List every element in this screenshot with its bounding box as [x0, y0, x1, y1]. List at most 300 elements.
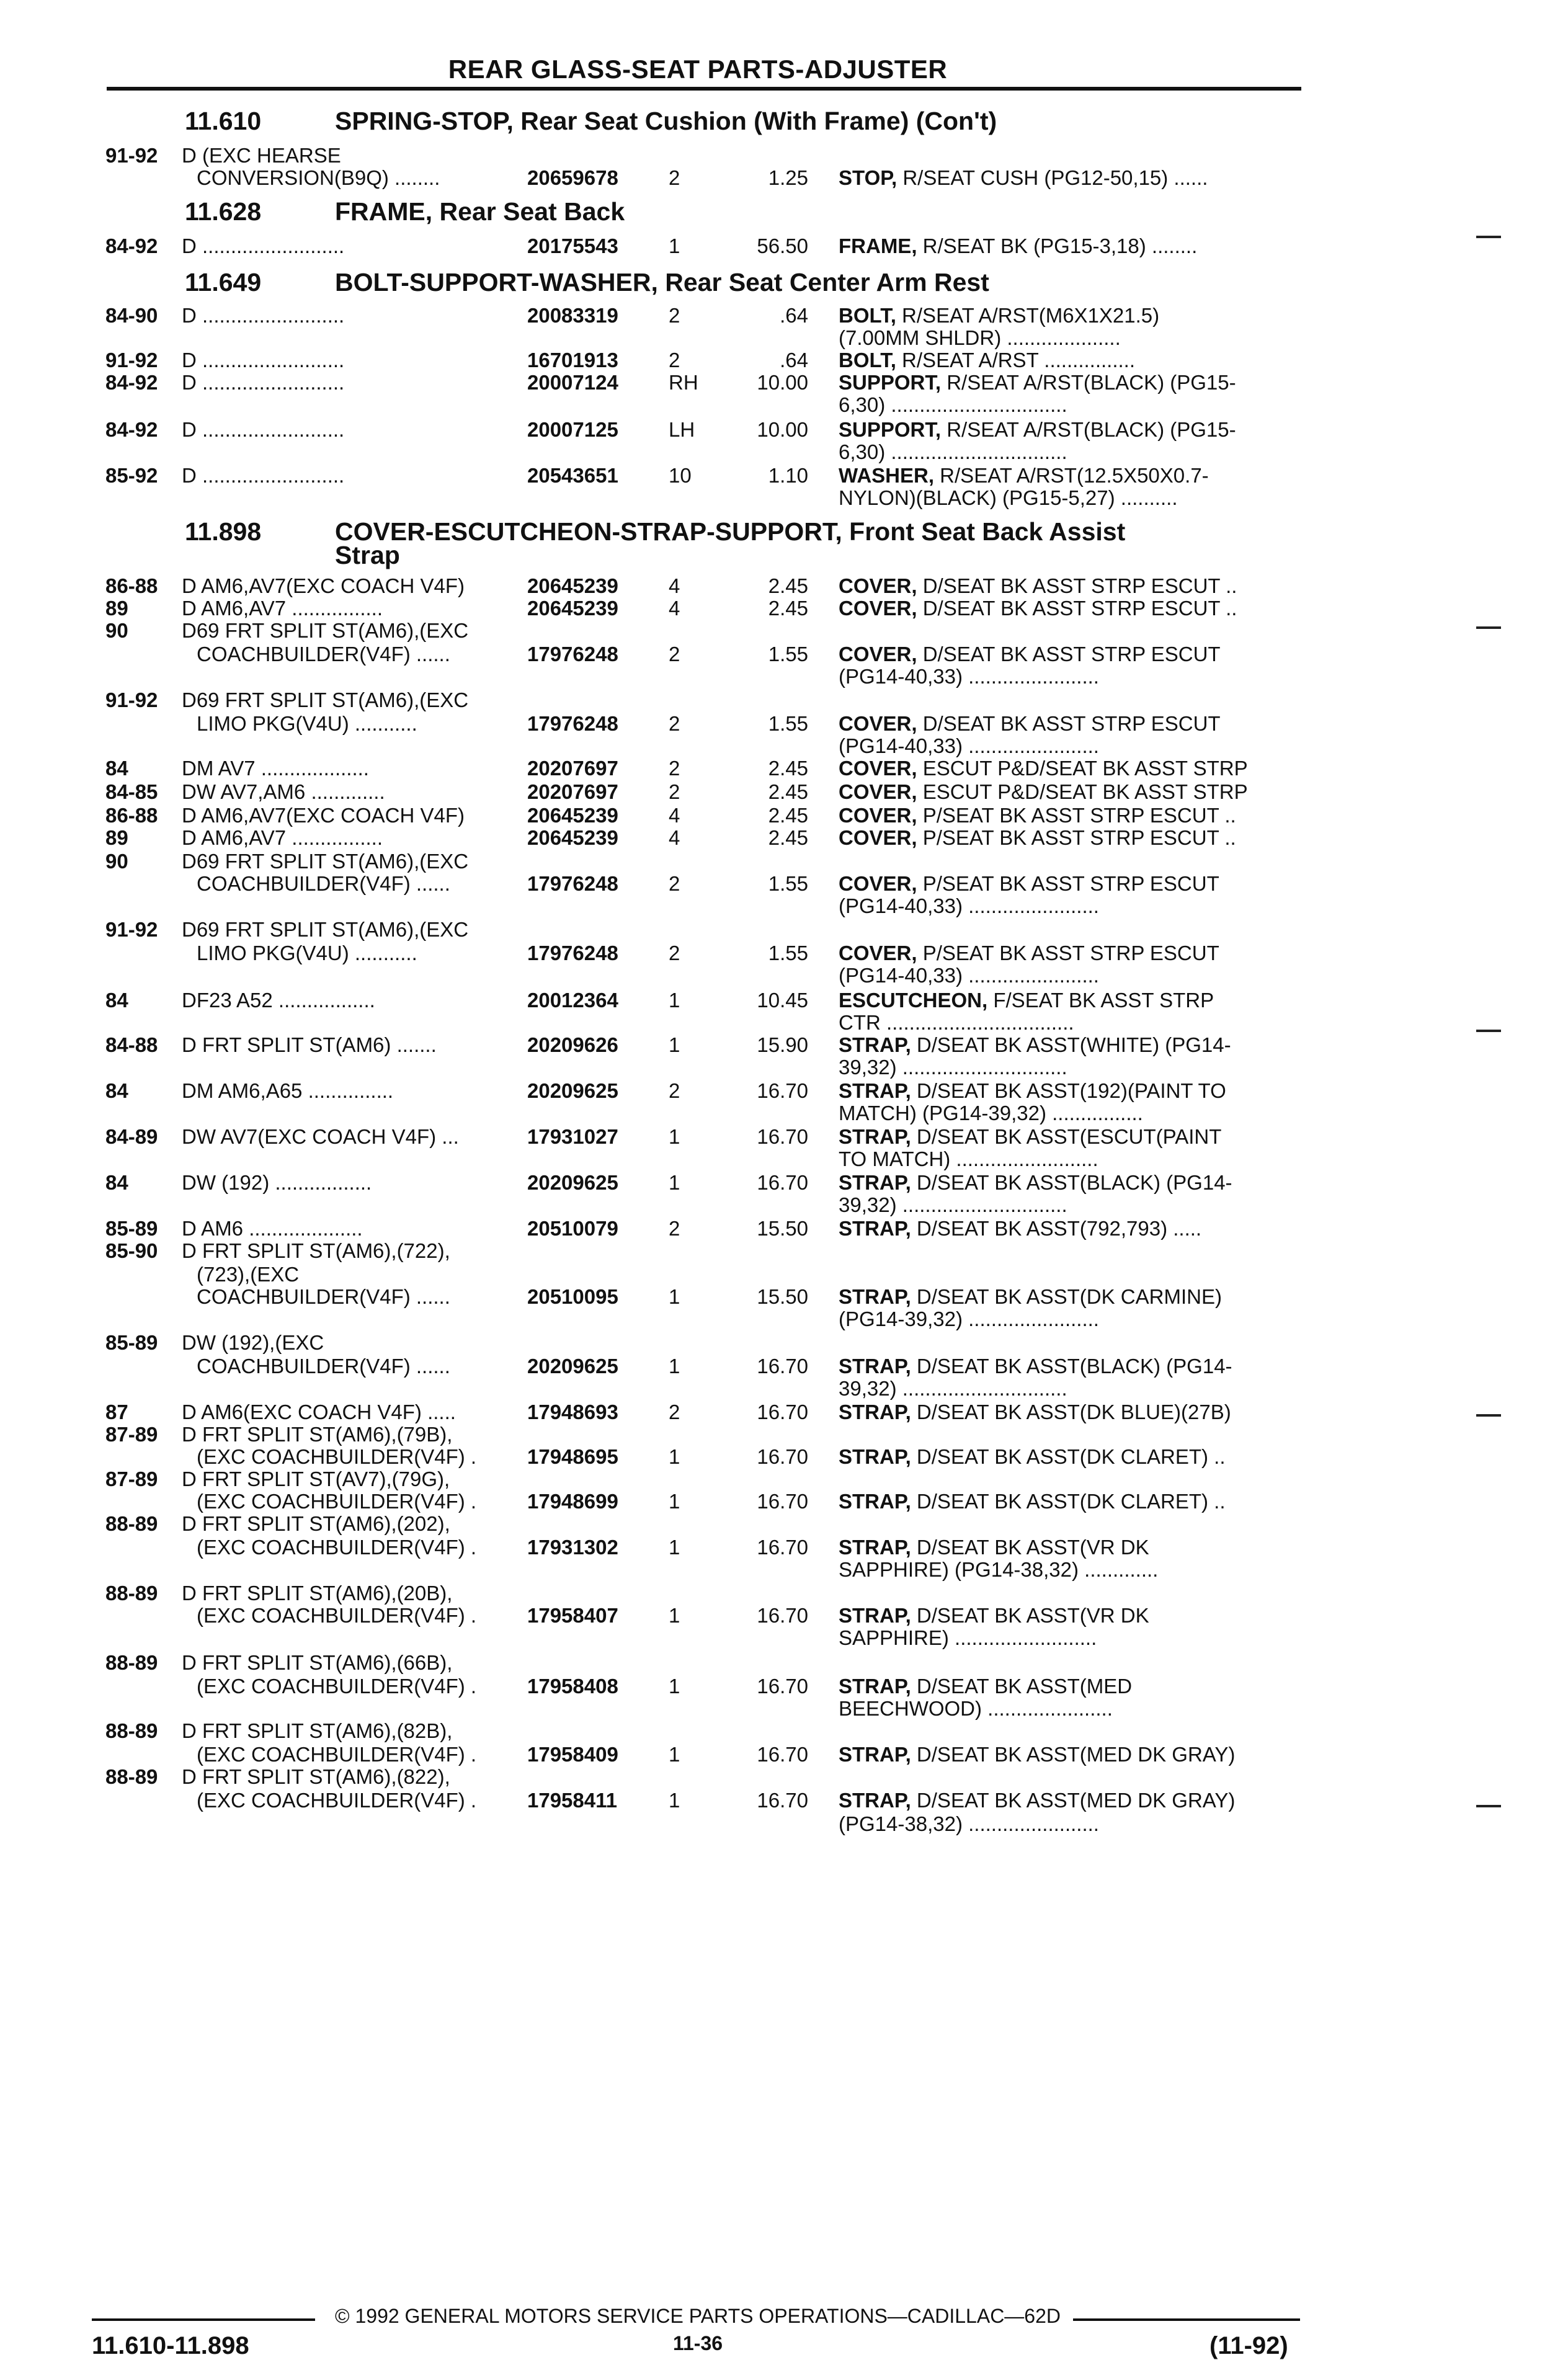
quantity: 2 — [669, 349, 680, 372]
part-number: 17976248 — [527, 872, 618, 895]
catalog-row — [0, 1719, 1568, 1742]
price: 15.50 — [757, 1217, 808, 1240]
model-years: 84-89 — [105, 1125, 158, 1148]
part-name: FRAME, R/SEAT BK (PG15-3,18) ........ — [839, 234, 1198, 257]
description: D69 FRT SPLIT ST(AM6),(EXC — [182, 688, 469, 711]
part-name: STRAP, D/SEAT BK ASST(DK CLARET) .. — [839, 1490, 1226, 1513]
price: 16.70 — [757, 1171, 808, 1194]
model-years: 88-89 — [105, 1765, 158, 1788]
description: D ......................... — [182, 304, 345, 327]
catalog-row — [0, 1400, 1568, 1423]
description: COACHBUILDER(V4F) ...... — [197, 1355, 450, 1378]
quantity: 1 — [669, 1675, 680, 1698]
part-name: TO MATCH) ......................... — [839, 1147, 1098, 1170]
quantity: 2 — [669, 757, 680, 780]
quantity: 1 — [669, 1033, 680, 1056]
part-name: (PG14-40,33) ....................... — [839, 734, 1099, 757]
price: 16.70 — [757, 1125, 808, 1148]
part-number: 20207697 — [527, 757, 618, 780]
description: LIMO PKG(V4U) ........... — [197, 712, 417, 735]
part-name: 39,32) ............................. — [839, 1193, 1067, 1216]
quantity: 4 — [669, 574, 680, 597]
catalog-row — [0, 371, 1568, 394]
model-years: 91-92 — [105, 144, 158, 167]
catalog-row — [0, 1743, 1568, 1766]
margin-tick — [1476, 1805, 1501, 1807]
part-name: COVER, P/SEAT BK ASST STRP ESCUT .. — [839, 804, 1236, 827]
part-name: COVER, ESCUT P&D/SEAT BK ASST STRP — [839, 757, 1248, 780]
part-number: 20645239 — [527, 597, 618, 620]
catalog-row — [0, 1789, 1568, 1812]
catalog-row — [0, 1239, 1568, 1262]
part-name: STRAP, D/SEAT BK ASST(MED — [839, 1675, 1133, 1698]
footer-range: 11.610-11.898 — [92, 2332, 249, 2359]
part-name: CTR ................................. — [839, 1011, 1074, 1034]
part-name: STRAP, D/SEAT BK ASST(MED DK GRAY) — [839, 1789, 1236, 1812]
catalog-row — [0, 643, 1568, 666]
price: 16.70 — [757, 1536, 808, 1559]
catalog-row — [0, 1626, 1568, 1649]
part-name: COVER, ESCUT P&D/SEAT BK ASST STRP — [839, 780, 1248, 803]
catalog-row — [0, 872, 1568, 895]
quantity: 4 — [669, 826, 680, 849]
catalog-row — [0, 804, 1568, 827]
model-years: 85-92 — [105, 464, 158, 487]
model-years: 84-92 — [105, 234, 158, 257]
catalog-row — [0, 918, 1568, 941]
part-number: 20510095 — [527, 1285, 618, 1308]
part-number: 17931302 — [527, 1536, 618, 1559]
part-number: 20012364 — [527, 989, 618, 1012]
description: D FRT SPLIT ST(AM6),(722), — [182, 1239, 450, 1262]
catalog-row — [0, 1467, 1568, 1490]
part-name: STRAP, D/SEAT BK ASST(192)(PAINT TO — [839, 1079, 1226, 1102]
part-number: 17958407 — [527, 1604, 618, 1627]
catalog-row — [0, 1217, 1568, 1240]
part-number: 20175543 — [527, 234, 618, 257]
catalog-row — [0, 757, 1568, 780]
part-name: COVER, D/SEAT BK ASST STRP ESCUT .. — [839, 574, 1237, 597]
catalog-row — [0, 1582, 1568, 1605]
catalog-row — [0, 1812, 1568, 1835]
model-years: 85-89 — [105, 1331, 158, 1354]
part-number: 20207697 — [527, 780, 618, 803]
page-title: REAR GLASS-SEAT PARTS-ADJUSTER — [448, 55, 948, 84]
quantity: 1 — [669, 1445, 680, 1468]
part-name: 39,32) ............................. — [839, 1056, 1067, 1079]
catalog-row — [0, 144, 1568, 167]
price: 2.45 — [768, 780, 808, 803]
description: D FRT SPLIT ST(AM6),(79B), — [182, 1423, 453, 1446]
catalog-row — [0, 1423, 1568, 1446]
quantity: 1 — [669, 1285, 680, 1308]
model-years: 84-85 — [105, 780, 158, 803]
price: 15.50 — [757, 1285, 808, 1308]
quantity: 2 — [669, 942, 680, 964]
section-title: COVER-ESCUTCHEON-STRAP-SUPPORT, Front Seat Back Assist — [335, 517, 1126, 546]
catalog-row — [0, 1079, 1568, 1102]
model-years: 84-88 — [105, 1033, 158, 1056]
model-years: 85-90 — [105, 1239, 158, 1262]
catalog-row — [0, 440, 1568, 463]
catalog-row — [0, 1765, 1568, 1788]
quantity: 1 — [669, 1536, 680, 1559]
description: D ......................... — [182, 418, 345, 441]
part-number: 17948693 — [527, 1400, 618, 1423]
price: 1.55 — [768, 872, 808, 895]
part-name: WASHER, R/SEAT A/RST(12.5X50X0.7- — [839, 464, 1209, 487]
part-name: ESCUTCHEON, F/SEAT BK ASST STRP — [839, 989, 1214, 1012]
part-number: 20209626 — [527, 1033, 618, 1056]
model-years: 87-89 — [105, 1423, 158, 1446]
quantity: 1 — [669, 1125, 680, 1148]
section-title: SPRING-STOP, Rear Seat Cushion (With Frame) (Con't) — [335, 107, 997, 135]
catalog-row — [0, 1558, 1568, 1581]
catalog-row — [0, 1193, 1568, 1216]
catalog-row — [0, 1263, 1568, 1286]
catalog-row — [0, 942, 1568, 964]
description: D ......................... — [182, 234, 345, 257]
description: D FRT SPLIT ST(AM6),(20B), — [182, 1582, 453, 1605]
description: D (EXC HEARSE — [182, 144, 341, 167]
quantity: LH — [669, 418, 695, 441]
catalog-row — [0, 780, 1568, 803]
part-name: SAPPHIRE) (PG14-38,32) ............. — [839, 1558, 1159, 1581]
part-name: (PG14-39,32) ....................... — [839, 1307, 1099, 1330]
part-name: STRAP, D/SEAT BK ASST(BLACK) (PG14- — [839, 1171, 1232, 1194]
price: 10.45 — [757, 989, 808, 1012]
model-years: 91-92 — [105, 918, 158, 941]
price: 2.45 — [768, 804, 808, 827]
description: DF23 A52 ................. — [182, 989, 375, 1012]
part-name: STRAP, D/SEAT BK ASST(DK CLARET) .. — [839, 1445, 1226, 1468]
description: DW AV7(EXC COACH V4F) ... — [182, 1125, 459, 1148]
part-name: COVER, D/SEAT BK ASST STRP ESCUT — [839, 643, 1221, 666]
price: .64 — [780, 304, 808, 327]
quantity: 1 — [669, 234, 680, 257]
description: D ......................... — [182, 349, 345, 372]
price: 2.45 — [768, 757, 808, 780]
part-name: STRAP, D/SEAT BK ASST(ESCUT(PAINT — [839, 1125, 1222, 1148]
part-name: STRAP, D/SEAT BK ASST(DK CARMINE) — [839, 1285, 1222, 1308]
catalog-row — [0, 894, 1568, 917]
margin-tick — [1476, 626, 1501, 629]
margin-tick — [1476, 1414, 1501, 1417]
model-years: 84-92 — [105, 418, 158, 441]
footer-date: (11-92) — [1209, 2332, 1288, 2359]
description: D FRT SPLIT ST(AM6),(822), — [182, 1765, 450, 1788]
catalog-row — [0, 234, 1568, 257]
description: (EXC COACHBUILDER(V4F) . — [197, 1536, 477, 1559]
description: DM AV7 ................... — [182, 757, 369, 780]
part-name: STRAP, D/SEAT BK ASST(792,793) ..... — [839, 1217, 1202, 1240]
price: 1.25 — [768, 166, 808, 189]
catalog-row — [0, 574, 1568, 597]
price: 2.45 — [768, 826, 808, 849]
description: D FRT SPLIT ST(AM6) ....... — [182, 1033, 437, 1056]
quantity: 10 — [669, 464, 692, 487]
description: D AM6,AV7 ................ — [182, 597, 383, 620]
description: D69 FRT SPLIT ST(AM6),(EXC — [182, 619, 469, 642]
description: (EXC COACHBUILDER(V4F) . — [197, 1604, 477, 1627]
part-number: 20007124 — [527, 371, 618, 394]
catalog-row — [0, 1675, 1568, 1698]
catalog-row — [0, 850, 1568, 873]
section-title: BOLT-SUPPORT-WASHER, Rear Seat Center Arm Rest — [335, 268, 989, 296]
model-years: 87-89 — [105, 1467, 158, 1490]
part-name: BOLT, R/SEAT A/RST(M6X1X21.5) — [839, 304, 1160, 327]
model-years: 88-89 — [105, 1651, 158, 1674]
model-years: 87 — [105, 1400, 128, 1423]
part-number: 20659678 — [527, 166, 618, 189]
catalog-row — [0, 304, 1568, 327]
part-name: 39,32) ............................. — [839, 1377, 1067, 1400]
model-years: 88-89 — [105, 1719, 158, 1742]
model-years: 91-92 — [105, 349, 158, 372]
quantity: 2 — [669, 304, 680, 327]
quantity: 2 — [669, 166, 680, 189]
catalog-row — [0, 464, 1568, 487]
model-years: 88-89 — [105, 1512, 158, 1535]
section-number: 11.898 — [185, 517, 262, 546]
part-name: STRAP, D/SEAT BK ASST(MED DK GRAY) — [839, 1743, 1236, 1766]
part-name: STRAP, D/SEAT BK ASST(VR DK — [839, 1536, 1149, 1559]
quantity: 1 — [669, 1743, 680, 1766]
part-name: COVER, P/SEAT BK ASST STRP ESCUT — [839, 942, 1219, 964]
description: COACHBUILDER(V4F) ...... — [197, 643, 450, 666]
description: (723),(EXC — [197, 1263, 300, 1286]
part-name: (PG14-40,33) ....................... — [839, 964, 1099, 987]
margin-tick — [1476, 236, 1501, 238]
catalog-row — [0, 393, 1568, 416]
description: COACHBUILDER(V4F) ...... — [197, 872, 450, 895]
quantity: RH — [669, 371, 698, 394]
catalog-row — [0, 486, 1568, 509]
catalog-row — [0, 1377, 1568, 1400]
price: 1.55 — [768, 942, 808, 964]
footer-copyright: © 1992 GENERAL MOTORS SERVICE PARTS OPERATIONS—CADILLAC—62D — [335, 2305, 1061, 2327]
price: 1.55 — [768, 712, 808, 735]
part-name: 6,30) ............................... — [839, 440, 1067, 463]
part-number: 17948699 — [527, 1490, 618, 1513]
catalog-row — [0, 1011, 1568, 1034]
description: D FRT SPLIT ST(AV7),(79G), — [182, 1467, 450, 1490]
quantity: 2 — [669, 1400, 680, 1423]
part-number: 17958411 — [527, 1789, 618, 1812]
catalog-row — [0, 688, 1568, 711]
margin-tick — [1476, 1030, 1501, 1032]
part-number: 16701913 — [527, 349, 618, 372]
catalog-row — [0, 1285, 1568, 1308]
footer-page-number: 11-36 — [672, 2332, 723, 2354]
catalog-row — [0, 1331, 1568, 1354]
catalog-row — [0, 619, 1568, 642]
price: 10.00 — [757, 371, 808, 394]
part-name: (PG14-38,32) ....................... — [839, 1812, 1099, 1835]
quantity: 2 — [669, 1217, 680, 1240]
model-years: 91-92 — [105, 688, 158, 711]
description: (EXC COACHBUILDER(V4F) . — [197, 1445, 477, 1468]
section-title: FRAME, Rear Seat Back — [335, 197, 625, 226]
quantity: 1 — [669, 1604, 680, 1627]
catalog-row — [0, 597, 1568, 620]
part-number: 20209625 — [527, 1079, 618, 1102]
part-name: STRAP, D/SEAT BK ASST(BLACK) (PG14- — [839, 1355, 1232, 1378]
description: DM AM6,A65 ............... — [182, 1079, 394, 1102]
part-number: 17948695 — [527, 1445, 618, 1468]
part-number: 17958409 — [527, 1743, 618, 1766]
quantity: 2 — [669, 780, 680, 803]
description: COACHBUILDER(V4F) ...... — [197, 1285, 450, 1308]
description: CONVERSION(B9Q) ........ — [197, 166, 440, 189]
model-years: 84 — [105, 757, 128, 780]
part-number: 20083319 — [527, 304, 618, 327]
description: D69 FRT SPLIT ST(AM6),(EXC — [182, 918, 469, 941]
catalog-row — [0, 1512, 1568, 1535]
quantity: 1 — [669, 1355, 680, 1378]
part-name: (PG14-40,33) ....................... — [839, 894, 1099, 917]
description: (EXC COACHBUILDER(V4F) . — [197, 1490, 477, 1513]
catalog-row — [0, 1147, 1568, 1170]
price: 56.50 — [757, 234, 808, 257]
part-name: COVER, D/SEAT BK ASST STRP ESCUT .. — [839, 597, 1237, 620]
catalog-row — [0, 349, 1568, 372]
price: 1.55 — [768, 643, 808, 666]
catalog-row — [0, 1355, 1568, 1378]
model-years: 89 — [105, 826, 128, 849]
description: DW (192) ................. — [182, 1171, 372, 1194]
price: 16.70 — [757, 1355, 808, 1378]
model-years: 90 — [105, 850, 128, 873]
part-name: (PG14-40,33) ....................... — [839, 665, 1099, 688]
quantity: 4 — [669, 804, 680, 827]
part-name: SUPPORT, R/SEAT A/RST(BLACK) (PG15- — [839, 418, 1236, 441]
description: (EXC COACHBUILDER(V4F) . — [197, 1743, 477, 1766]
part-number: 20645239 — [527, 826, 618, 849]
part-number: 17976248 — [527, 643, 618, 666]
catalog-row — [0, 1171, 1568, 1194]
price: 16.70 — [757, 1604, 808, 1627]
catalog-row — [0, 964, 1568, 987]
price: 16.70 — [757, 1400, 808, 1423]
description: DW AV7,AM6 ............. — [182, 780, 385, 803]
description: D69 FRT SPLIT ST(AM6),(EXC — [182, 850, 469, 873]
part-number: 20510079 — [527, 1217, 618, 1240]
part-number: 20543651 — [527, 464, 618, 487]
catalog-row — [0, 1307, 1568, 1330]
description: D ......................... — [182, 371, 345, 394]
part-number: 17976248 — [527, 942, 618, 964]
part-number: 17976248 — [527, 712, 618, 735]
description: (EXC COACHBUILDER(V4F) . — [197, 1675, 477, 1698]
catalog-row — [0, 326, 1568, 349]
quantity: 1 — [669, 989, 680, 1012]
part-number: 20645239 — [527, 574, 618, 597]
model-years: 84-90 — [105, 304, 158, 327]
price: 16.70 — [757, 1675, 808, 1698]
section-number: 11.628 — [185, 197, 262, 226]
price: 16.70 — [757, 1743, 808, 1766]
model-years: 84 — [105, 1079, 128, 1102]
catalog-row — [0, 1490, 1568, 1513]
price: 16.70 — [757, 1490, 808, 1513]
catalog-row — [0, 418, 1568, 441]
quantity: 2 — [669, 872, 680, 895]
catalog-row — [0, 1102, 1568, 1124]
catalog-row — [0, 1697, 1568, 1720]
model-years: 89 — [105, 597, 128, 620]
description: D AM6(EXC COACH V4F) ..... — [182, 1400, 456, 1423]
catalog-row — [0, 826, 1568, 849]
description: D FRT SPLIT ST(AM6),(82B), — [182, 1719, 453, 1742]
part-number: 20645239 — [527, 804, 618, 827]
title-rule — [107, 87, 1301, 91]
price: 15.90 — [757, 1033, 808, 1056]
description: LIMO PKG(V4U) ........... — [197, 942, 417, 964]
catalog-row — [0, 712, 1568, 735]
part-name: SAPPHIRE) ......................... — [839, 1626, 1097, 1649]
part-name: STRAP, D/SEAT BK ASST(DK BLUE)(27B) — [839, 1400, 1231, 1423]
part-name: BEECHWOOD) ...................... — [839, 1697, 1113, 1720]
price: 2.45 — [768, 574, 808, 597]
catalog-row — [0, 1445, 1568, 1468]
part-name: NYLON)(BLACK) (PG15-5,27) .......... — [839, 486, 1178, 509]
description: D AM6 .................... — [182, 1217, 363, 1240]
part-name: COVER, P/SEAT BK ASST STRP ESCUT .. — [839, 826, 1236, 849]
model-years: 86-88 — [105, 574, 158, 597]
price: 16.70 — [757, 1789, 808, 1812]
part-name: SUPPORT, R/SEAT A/RST(BLACK) (PG15- — [839, 371, 1236, 394]
part-name: STOP, R/SEAT CUSH (PG12-50,15) ...... — [839, 166, 1208, 189]
part-name: STRAP, D/SEAT BK ASST(VR DK — [839, 1604, 1149, 1627]
description: (EXC COACHBUILDER(V4F) . — [197, 1789, 477, 1812]
price: 2.45 — [768, 597, 808, 620]
part-name: STRAP, D/SEAT BK ASST(WHITE) (PG14- — [839, 1033, 1231, 1056]
quantity: 2 — [669, 1079, 680, 1102]
part-number: 17931027 — [527, 1125, 618, 1148]
section-number: 11.649 — [185, 268, 262, 296]
catalog-row — [0, 989, 1568, 1012]
model-years: 84 — [105, 989, 128, 1012]
price: 1.10 — [768, 464, 808, 487]
part-name: 6,30) ............................... — [839, 393, 1067, 416]
catalog-row — [0, 1056, 1568, 1079]
catalog-row — [0, 1651, 1568, 1674]
description: D FRT SPLIT ST(AM6),(202), — [182, 1512, 450, 1535]
quantity: 1 — [669, 1789, 680, 1812]
catalog-row — [0, 166, 1568, 189]
model-years: 84 — [105, 1171, 128, 1194]
description: D AM6,AV7 ................ — [182, 826, 383, 849]
catalog-row — [0, 665, 1568, 688]
catalog-row — [0, 1125, 1568, 1148]
price: .64 — [780, 349, 808, 372]
description: DW (192),(EXC — [182, 1331, 324, 1354]
quantity: 1 — [669, 1490, 680, 1513]
section-title-continued: Strap — [335, 541, 400, 569]
price: 16.70 — [757, 1445, 808, 1468]
model-years: 88-89 — [105, 1582, 158, 1605]
description: D AM6,AV7(EXC COACH V4F) — [182, 804, 465, 827]
description: D AM6,AV7(EXC COACH V4F) — [182, 574, 465, 597]
model-years: 86-88 — [105, 804, 158, 827]
catalog-row — [0, 1604, 1568, 1627]
model-years: 90 — [105, 619, 128, 642]
part-number: 17958408 — [527, 1675, 618, 1698]
quantity: 4 — [669, 597, 680, 620]
catalog-row — [0, 734, 1568, 757]
part-name: COVER, D/SEAT BK ASST STRP ESCUT — [839, 712, 1221, 735]
